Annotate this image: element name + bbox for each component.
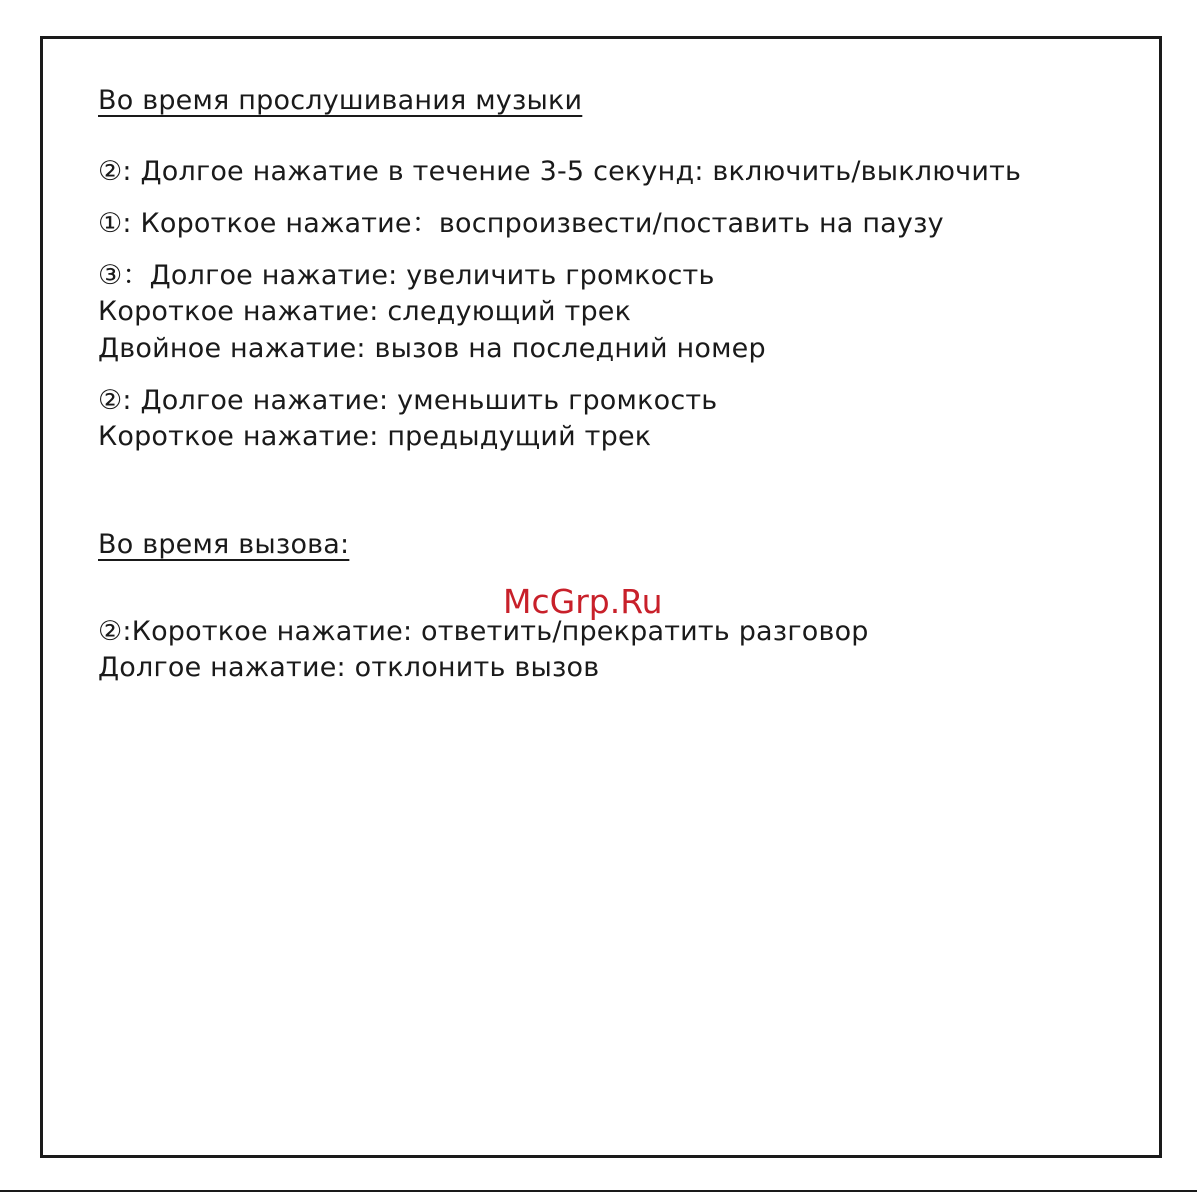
- music-section-heading: Во время прослушивания музыки: [98, 85, 583, 116]
- music-instruction-power: ②: Долгое нажатие в течение 3-5 секунд: включить/выключить: [98, 156, 1022, 187]
- music-instruction-next-track: Короткое нажатие: следующий трек: [98, 296, 632, 327]
- music-instruction-previous-track: Короткое нажатие: предыдущий трек: [98, 421, 652, 452]
- music-instruction-play-pause: ①: Короткое нажатие：воспроизвести/поставить на паузу: [98, 208, 944, 239]
- watermark-text: McGrp.Ru: [503, 582, 663, 621]
- call-section-heading: Во время вызова:: [98, 529, 350, 560]
- call-instruction-answer-end: ②:Короткое нажатие: ответить/прекратить разговор: [98, 616, 869, 647]
- music-instruction-redial: Двойное нажатие: вызов на последний номер: [98, 333, 766, 364]
- call-instruction-reject: Долгое нажатие: отклонить вызов: [98, 652, 600, 683]
- music-instruction-volume-up: ③：Долгое нажатие: увеличить громкость: [98, 260, 715, 291]
- bottom-rule: [0, 1190, 1197, 1192]
- music-instruction-volume-down: ②: Долгое нажатие: уменьшить громкость: [98, 385, 718, 416]
